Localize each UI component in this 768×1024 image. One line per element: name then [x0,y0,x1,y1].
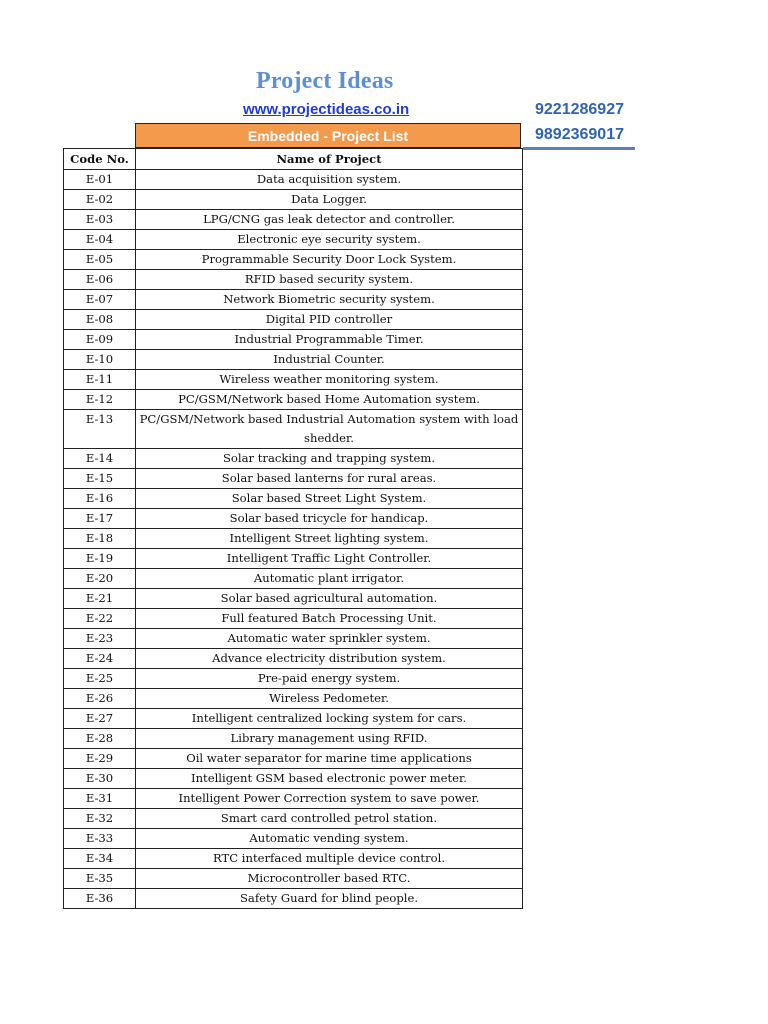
code-cell: E-34 [64,849,136,869]
phone-number-2: 9892369017 [535,126,624,143]
table-row [64,669,523,689]
header-project-name: Name of Project [136,149,523,170]
website-link[interactable]: www.projectideas.co.in [243,101,410,118]
code-cell: E-15 [64,469,136,489]
project-name-cell: Intelligent Traffic Light Controller. [136,549,523,569]
table-row [64,629,523,649]
project-name-cell: Solar based Street Light System. [136,489,523,509]
code-cell: E-08 [64,310,136,330]
table-row [64,210,523,230]
code-cell: E-20 [64,569,136,589]
table-row [64,869,523,889]
table-row [64,829,523,849]
header-code-no: Code No. [64,149,136,170]
project-name-cell: Programmable Security Door Lock System. [136,250,523,270]
code-cell: E-27 [64,709,136,729]
phone-number-1: 9221286927 [535,101,624,118]
table-row [64,170,523,190]
table-row [64,529,523,549]
code-cell: E-24 [64,649,136,669]
project-name-cell: Advance electricity distribution system. [136,649,523,669]
code-cell: E-03 [64,210,136,230]
table-row [64,250,523,270]
table-row [64,230,523,250]
project-name-cell: Intelligent centralized locking system for cars. [136,709,523,729]
project-name-cell: Oil water separator for marine time applications [136,749,523,769]
project-name-cell: Smart card controlled petrol station. [136,809,523,829]
code-cell: E-02 [64,190,136,210]
project-name-cell: Library management using RFID. [136,729,523,749]
code-cell: E-10 [64,350,136,370]
code-cell: E-19 [64,549,136,569]
table-row [64,290,523,310]
code-cell: E-23 [64,629,136,649]
code-cell: E-35 [64,869,136,889]
code-cell: E-01 [64,170,136,190]
table-row [64,549,523,569]
project-name-cell: Intelligent GSM based electronic power meter. [136,769,523,789]
table-row [64,350,523,370]
project-name-cell: Solar tracking and trapping system. [136,449,523,469]
code-cell: E-25 [64,669,136,689]
code-cell: E-14 [64,449,136,469]
project-list-banner: Embedded - Project List [135,123,521,148]
project-name-cell: PC/GSM/Network based Home Automation system. [136,390,523,410]
code-cell: E-30 [64,769,136,789]
project-name-cell: Intelligent Power Correction system to save power. [136,789,523,809]
code-cell: E-33 [64,829,136,849]
table-row [64,509,523,529]
table-row [64,729,523,749]
project-name-cell: RTC interfaced multiple device control. [136,849,523,869]
code-cell: E-21 [64,589,136,609]
table-row [64,310,523,330]
code-cell: E-36 [64,889,136,909]
code-cell: E-28 [64,729,136,749]
project-name-cell: Automatic water sprinkler system. [136,629,523,649]
table-row [64,489,523,509]
project-name-cell: Safety Guard for blind people. [136,889,523,909]
table-row [64,449,523,469]
project-name-cell: Wireless weather monitoring system. [136,370,523,390]
code-cell: E-16 [64,489,136,509]
project-name-cell: Automatic plant irrigator. [136,569,523,589]
code-cell: E-07 [64,290,136,310]
code-cell: E-17 [64,509,136,529]
project-name-cell: Pre-paid energy system. [136,669,523,689]
table-row [64,789,523,809]
code-cell: E-31 [64,789,136,809]
project-name-cell: Network Biometric security system. [136,290,523,310]
project-name-cell: Wireless Pedometer. [136,689,523,709]
project-name-cell: Industrial Programmable Timer. [136,330,523,350]
table-row [64,370,523,390]
table-row [64,689,523,709]
table-row [64,749,523,769]
table-row [64,410,523,449]
table-header-row [64,149,523,170]
table-row [64,270,523,290]
project-name-cell: Solar based tricycle for handicap. [136,509,523,529]
table-row [64,390,523,410]
code-cell: E-12 [64,390,136,410]
table-row [64,849,523,869]
project-name-cell: Data acquisition system. [136,170,523,190]
code-cell: E-11 [64,370,136,390]
project-name-cell: Full featured Batch Processing Unit. [136,609,523,629]
page-title: Project Ideas [256,68,394,94]
table-row [64,589,523,609]
phone-underline [523,147,635,150]
code-cell: E-32 [64,809,136,829]
project-name-cell: PC/GSM/Network based Industrial Automation system with load shedder. [136,410,523,449]
project-name-cell: RFID based security system. [136,270,523,290]
code-cell: E-09 [64,330,136,350]
project-name-cell: Digital PID controller [136,310,523,330]
project-name-cell: LPG/CNG gas leak detector and controller. [136,210,523,230]
project-name-cell: Automatic vending system. [136,829,523,849]
code-cell: E-22 [64,609,136,629]
table-row [64,809,523,829]
code-cell: E-29 [64,749,136,769]
code-cell: E-26 [64,689,136,709]
table-row [64,609,523,629]
table-row [64,769,523,789]
project-name-cell: Solar based lanterns for rural areas. [136,469,523,489]
code-cell: E-06 [64,270,136,290]
project-name-cell: Microcontroller based RTC. [136,869,523,889]
table-row [64,889,523,909]
project-name-cell: Industrial Counter. [136,350,523,370]
project-name-cell: Electronic eye security system. [136,230,523,250]
code-cell: E-13 [64,410,136,449]
code-cell: E-05 [64,250,136,270]
project-name-cell: Intelligent Street lighting system. [136,529,523,549]
table-row [64,190,523,210]
table-row [64,569,523,589]
project-table [63,148,523,909]
project-name-cell: Data Logger. [136,190,523,210]
code-cell: E-04 [64,230,136,250]
table-row [64,649,523,669]
project-name-cell: Solar based agricultural automation. [136,589,523,609]
table-row [64,469,523,489]
table-row [64,709,523,729]
table-row [64,330,523,350]
code-cell: E-18 [64,529,136,549]
